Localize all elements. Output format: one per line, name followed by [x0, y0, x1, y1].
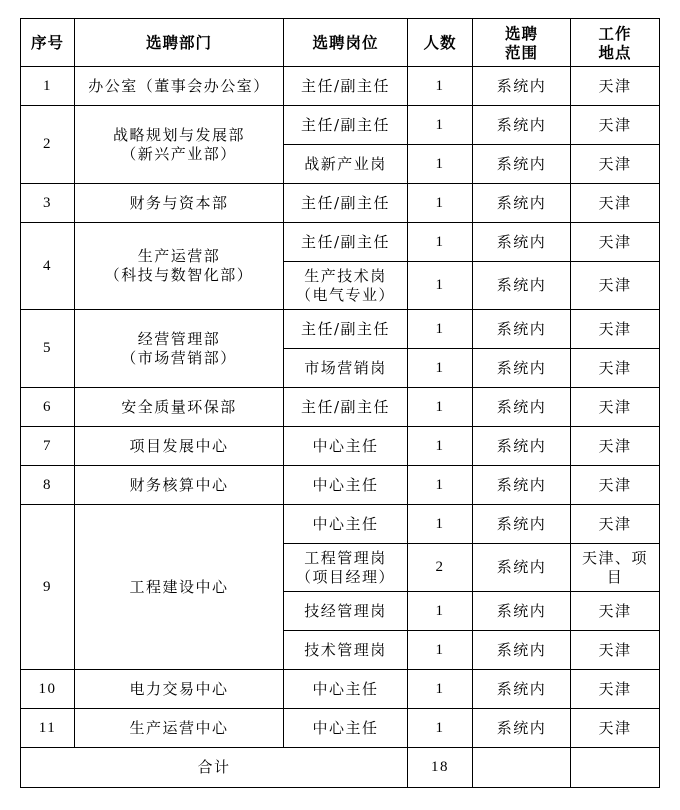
total-count: 18	[408, 748, 473, 788]
table-row	[21, 223, 660, 262]
cell-location	[571, 106, 660, 145]
location-line1: 天津、项	[581, 548, 648, 567]
cell-count: 1	[408, 349, 473, 388]
cell-scope: 系统内	[473, 349, 571, 388]
cell-department	[75, 505, 284, 670]
department-line2: （科技与数智化部）	[104, 266, 254, 284]
cell-position	[284, 544, 408, 592]
cell-scope: 系统内	[473, 310, 571, 349]
cell-position	[284, 631, 408, 670]
table-row	[21, 67, 660, 106]
cell-scope: 系统内	[473, 106, 571, 145]
location-line1: 天津	[598, 115, 632, 134]
cell-location	[571, 592, 660, 631]
position-line1: 中心主任	[312, 475, 379, 494]
location-line1: 天津	[598, 154, 632, 173]
position-line2: （电气专业）	[295, 285, 395, 304]
location-line2: 目	[606, 567, 624, 586]
header-location-line2: 地点	[598, 42, 632, 62]
cell-scope: 系统内	[473, 388, 571, 427]
department-line2: （市场营销部）	[121, 348, 237, 367]
cell-scope: 系统内	[473, 145, 571, 184]
location-line1: 天津	[598, 232, 632, 251]
location-line1: 天津	[598, 514, 632, 533]
recruitment-table	[20, 18, 660, 788]
cell-department	[75, 310, 284, 388]
table-row	[21, 184, 660, 223]
position-line1: 主任/副主任	[300, 232, 391, 251]
cell-location	[571, 310, 660, 349]
cell-department	[75, 184, 284, 223]
location-line1: 天津	[598, 276, 632, 294]
header-scope-line1: 选聘	[504, 23, 538, 43]
cell-department	[75, 670, 284, 709]
cell-count: 1	[408, 631, 473, 670]
cell-position	[284, 310, 408, 349]
position-line1: 中心主任	[312, 514, 379, 533]
cell-scope: 系统内	[473, 544, 571, 592]
position-line1: 生产技术岗	[304, 266, 387, 285]
position-line1: 战新产业岗	[304, 154, 387, 173]
total-scope	[473, 748, 571, 788]
header-scope-line2: 范围	[504, 42, 538, 62]
cell-count: 1	[408, 709, 473, 748]
location-line1: 天津	[598, 76, 632, 95]
cell-count: 1	[408, 505, 473, 544]
cell-position	[284, 184, 408, 223]
cell-position	[284, 670, 408, 709]
table-row	[21, 106, 660, 145]
department-line1: 生产运营中心	[129, 718, 229, 737]
department-line2: （新兴产业部）	[121, 144, 237, 163]
cell-seq: 4	[21, 223, 75, 310]
header-seq: 序号	[21, 19, 75, 67]
position-line1: 主任/副主任	[300, 193, 391, 212]
location-line1: 天津	[598, 193, 632, 212]
header-count: 人数	[408, 19, 473, 67]
cell-scope: 系统内	[473, 184, 571, 223]
cell-scope: 系统内	[473, 466, 571, 505]
cell-count: 1	[408, 106, 473, 145]
position-line1: 中心主任	[312, 679, 379, 698]
department-line1: 安全质量环保部	[121, 397, 237, 416]
location-line1: 天津	[598, 319, 632, 338]
cell-count: 1	[408, 592, 473, 631]
department-line1: 财务与资本部	[129, 193, 229, 212]
table-row	[21, 670, 660, 709]
cell-scope: 系统内	[473, 67, 571, 106]
cell-seq: 11	[21, 709, 75, 748]
cell-department	[75, 67, 284, 106]
cell-location	[571, 349, 660, 388]
header-location	[571, 19, 660, 67]
position-line1: 主任/副主任	[300, 397, 391, 416]
department-line1: 办公室（董事会办公室）	[88, 76, 270, 95]
location-line1: 天津	[598, 601, 632, 620]
cell-location	[571, 466, 660, 505]
cell-scope: 系统内	[473, 709, 571, 748]
position-line1: 技经管理岗	[304, 601, 387, 620]
total-row	[21, 748, 660, 788]
position-line1: 主任/副主任	[300, 115, 391, 134]
cell-department	[75, 709, 284, 748]
cell-scope: 系统内	[473, 631, 571, 670]
cell-position	[284, 349, 408, 388]
cell-scope: 系统内	[473, 223, 571, 262]
cell-seq: 8	[21, 466, 75, 505]
cell-scope: 系统内	[473, 262, 571, 310]
cell-position	[284, 427, 408, 466]
cell-count: 1	[408, 466, 473, 505]
cell-seq: 9	[21, 505, 75, 670]
position-line1: 中心主任	[312, 718, 379, 737]
header-department: 选聘部门	[75, 19, 284, 67]
cell-department	[75, 388, 284, 427]
cell-position	[284, 466, 408, 505]
cell-seq: 6	[21, 388, 75, 427]
cell-location	[571, 223, 660, 262]
location-line1: 天津	[598, 718, 632, 737]
table-row	[21, 427, 660, 466]
cell-scope: 系统内	[473, 670, 571, 709]
department-line1: 生产运营部	[137, 247, 221, 265]
cell-location	[571, 544, 660, 592]
total-label: 合计	[21, 748, 408, 788]
department-line1: 战略规划与发展部	[112, 125, 245, 144]
location-line1: 天津	[598, 397, 632, 416]
cell-location	[571, 670, 660, 709]
table-body	[21, 67, 660, 748]
cell-count: 1	[408, 262, 473, 310]
cell-count: 2	[408, 544, 473, 592]
total-location	[571, 748, 660, 788]
cell-count: 1	[408, 145, 473, 184]
position-line1: 技术管理岗	[304, 640, 387, 659]
cell-location	[571, 67, 660, 106]
cell-seq: 1	[21, 67, 75, 106]
position-line1: 主任/副主任	[300, 76, 391, 95]
cell-location	[571, 184, 660, 223]
location-line1: 天津	[598, 436, 632, 455]
cell-position	[284, 67, 408, 106]
position-line1: 中心主任	[312, 436, 379, 455]
cell-position	[284, 505, 408, 544]
cell-count: 1	[408, 184, 473, 223]
cell-count: 1	[408, 670, 473, 709]
location-line1: 天津	[598, 679, 632, 698]
table-row	[21, 466, 660, 505]
department-line1: 经营管理部	[137, 329, 221, 348]
cell-location	[571, 262, 660, 310]
cell-scope: 系统内	[473, 592, 571, 631]
cell-seq: 7	[21, 427, 75, 466]
department-line1: 项目发展中心	[129, 436, 229, 455]
cell-location	[571, 145, 660, 184]
department-line1: 财务核算中心	[129, 475, 229, 494]
cell-position	[284, 106, 408, 145]
position-line1: 市场营销岗	[304, 358, 387, 377]
cell-scope: 系统内	[473, 505, 571, 544]
table-row	[21, 505, 660, 544]
cell-position	[284, 223, 408, 262]
cell-department	[75, 466, 284, 505]
location-line1: 天津	[598, 640, 632, 659]
cell-count: 1	[408, 427, 473, 466]
cell-department	[75, 223, 284, 310]
cell-scope: 系统内	[473, 427, 571, 466]
cell-location	[571, 709, 660, 748]
header-row	[21, 19, 660, 67]
cell-count: 1	[408, 223, 473, 262]
location-line1: 天津	[598, 358, 632, 377]
location-line1: 天津	[598, 475, 632, 494]
cell-seq: 2	[21, 106, 75, 184]
department-line1: 工程建设中心	[129, 577, 229, 596]
department-line1: 电力交易中心	[129, 679, 229, 698]
cell-location	[571, 427, 660, 466]
cell-position	[284, 388, 408, 427]
cell-location	[571, 505, 660, 544]
cell-count: 1	[408, 67, 473, 106]
table-row	[21, 709, 660, 748]
cell-location	[571, 388, 660, 427]
header-scope	[473, 19, 571, 67]
cell-department	[75, 427, 284, 466]
table-row	[21, 388, 660, 427]
position-line1: 主任/副主任	[300, 319, 391, 338]
cell-seq: 5	[21, 310, 75, 388]
cell-position	[284, 145, 408, 184]
position-line2: （项目经理）	[295, 567, 395, 586]
cell-seq: 3	[21, 184, 75, 223]
cell-location	[571, 631, 660, 670]
cell-count: 1	[408, 388, 473, 427]
header-location-line1: 工作	[598, 23, 632, 43]
cell-position	[284, 592, 408, 631]
table-row	[21, 310, 660, 349]
cell-position	[284, 262, 408, 310]
cell-count: 1	[408, 310, 473, 349]
header-position: 选聘岗位	[284, 19, 408, 67]
cell-department	[75, 106, 284, 184]
cell-position	[284, 709, 408, 748]
cell-seq: 10	[21, 670, 75, 709]
position-line1: 工程管理岗	[304, 548, 387, 567]
